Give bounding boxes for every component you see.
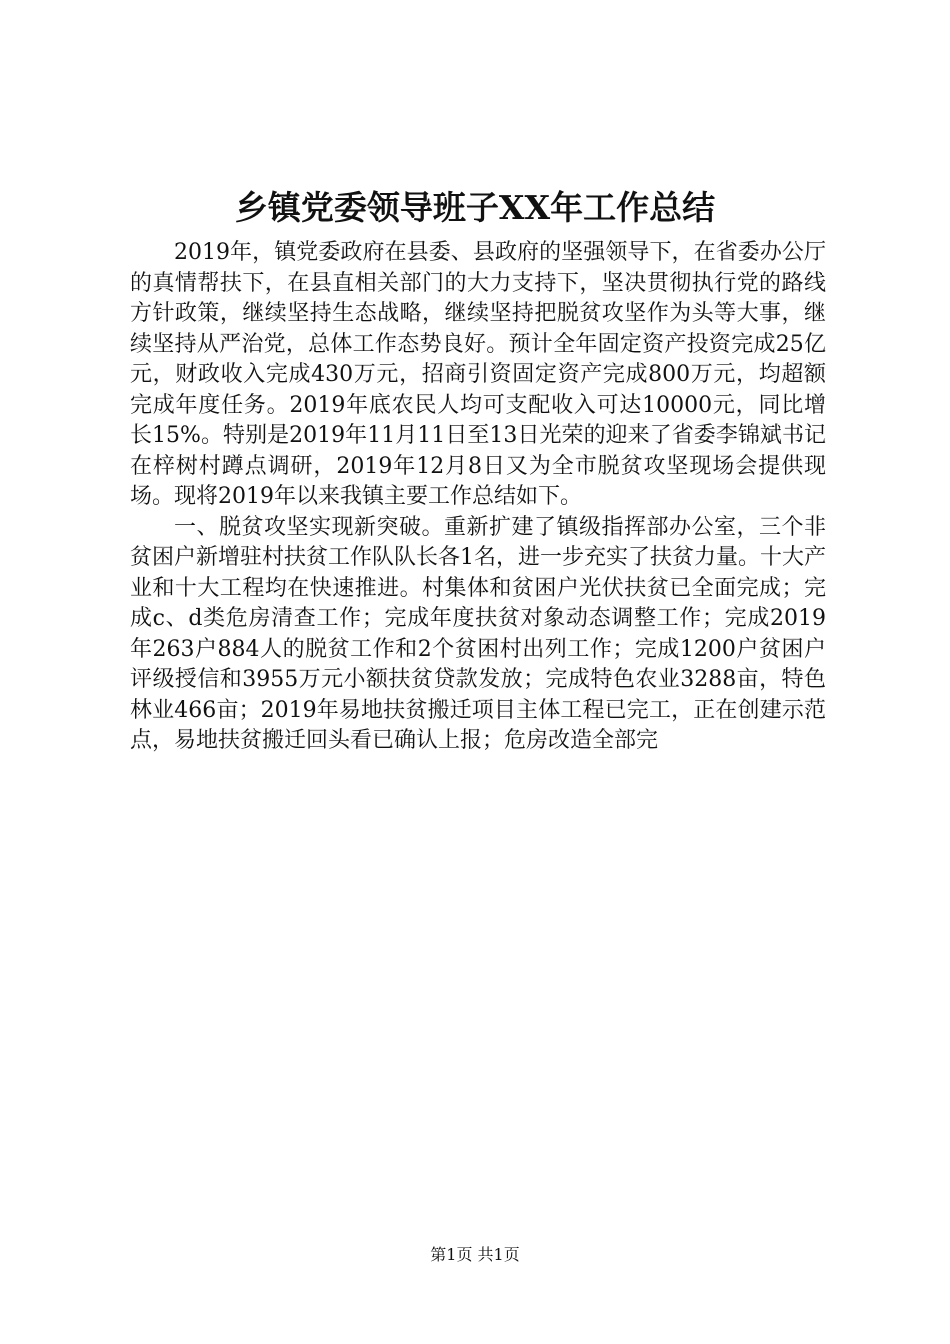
page-footer: 第1页 共1页 [430, 1245, 520, 1264]
paragraph-poverty-alleviation: 一、脱贫攻坚实现新突破。重新扩建了镇级指挥部办公室，三个非贫困户新增驻村扶贫工作队队长各1名，进一步充实了扶贫力量。十大产业和十大工程均在快速推进。村集体和贫困户光伏扶贫已全面完成；完成c、d类危房清查工作；完成年度扶贫对象动态调整工作；完成2019年263户884人的脱贫工作和2个贫困村出列工作；完成1200户贫困户评级授信和3955万元小额扶贫贷款发放；完成特色农业3288亩，特色林业466亩；2019年易地扶贫搬迁项目主体工程已完工，正在创建示范点，易地扶贫搬迁回头看已确认上报；危房改造全部完 [130, 514, 826, 753]
document-title: 乡镇党委领导班子XX年工作总结 [234, 188, 716, 227]
paragraph-intro: 2019年，镇党委政府在县委、县政府的坚强领导下，在省委办公厅的真情帮扶下，在县直相关部门的大力支持下，坚决贯彻执行党的路线方针政策，继续坚持生态战略，继续坚持把脱贫攻坚作为头等大事，继续坚持从严治党，总体工作态势良好。预计全年固定资产投资完成25亿元，财政收入完成430万元，招商引资固定资产完成800万元，均超额完成年度任务。2019年底农民人均可支配收入可达10000元，同比增长15%。特别是2019年11月11日至13日光荣的迎来了省委李锦斌书记在梓树村蹲点调研，2019年12月8日又为全市脱贫攻坚现场会提供现场。现将2019年以来我镇主要工作总结如下。 [130, 240, 826, 509]
document-body [130, 238, 826, 757]
